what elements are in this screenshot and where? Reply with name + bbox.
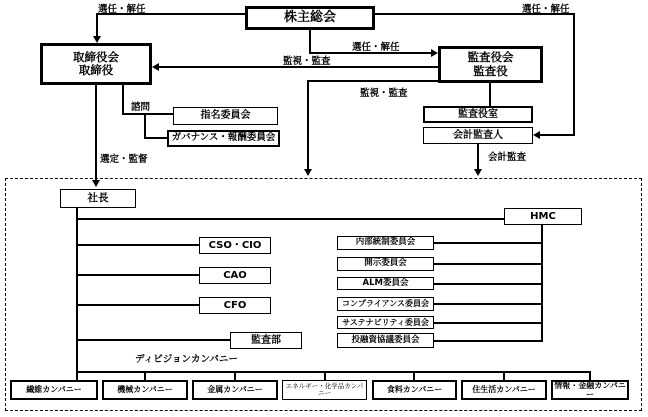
connector: [77, 339, 230, 341]
officer-cso-cio-label: CSO・CIO: [208, 239, 262, 251]
officer-cfo-label: CFO: [223, 299, 247, 311]
connector: [434, 340, 542, 342]
connector: [122, 113, 173, 115]
connector: [477, 144, 479, 170]
connector: [503, 371, 505, 380]
node-company-general-products-realty: [461, 380, 547, 400]
connector: [308, 80, 438, 82]
connector: [234, 371, 236, 380]
node-alm-committee: [337, 277, 434, 290]
node-hmc: [504, 208, 582, 225]
company-label: エネルギー・化学品カンパニー: [285, 381, 364, 397]
connector: [122, 85, 124, 115]
edge-label-appoint-dismiss: 選任・解任: [352, 42, 400, 53]
node-sustainability-committee: [337, 316, 434, 329]
governance-compensation-label: ガバナンス・報酬委員会: [171, 132, 276, 144]
node-president: [60, 189, 136, 208]
connector: [540, 134, 575, 136]
company-label: 情報・金融カンパニー: [554, 380, 626, 399]
node-investment-consultative-committee: [337, 333, 434, 348]
audit-board-label-line1: 監査役会: [467, 50, 514, 65]
node-nomination-committee: [173, 107, 278, 125]
connector: [573, 13, 575, 135]
nomination-committee-label: 指名委員会: [200, 110, 251, 122]
node-board-of-directors: [40, 43, 152, 85]
connector: [77, 304, 199, 306]
node-company-metals: [192, 380, 278, 400]
connector: [434, 283, 542, 285]
officer-cao-label: CAO: [223, 269, 247, 281]
edge-label-appoint-dismiss: 選任・解任: [98, 4, 146, 15]
connector: [76, 208, 78, 380]
edge-label-select-supervise: 選定・監督: [100, 154, 148, 165]
edge-label-monitor-audit: 監視・監査: [360, 88, 408, 99]
committee-label: 開示委員会: [364, 258, 407, 269]
connector: [144, 113, 146, 139]
arrowhead-down-icon: [304, 169, 312, 176]
connector: [95, 85, 97, 181]
node-disclosure-committee: [337, 257, 434, 271]
company-label: 食料カンパニー: [386, 385, 443, 395]
audit-board-label-line2: 監査役: [473, 63, 508, 78]
arrowhead-left-icon: [152, 63, 159, 71]
committee-label: コンプライアンス委員会: [342, 299, 429, 309]
board-of-directors-label-line1: 取締役会: [73, 49, 119, 64]
connector: [77, 218, 504, 220]
connector: [589, 371, 591, 380]
president-label: 社長: [87, 192, 109, 205]
connector: [489, 83, 491, 106]
edge-label-accounting-audit: 会計監査: [488, 152, 527, 163]
committee-label: ALM委員会: [362, 277, 409, 288]
node-company-food: [372, 380, 457, 400]
company-label: 住生活カンパニー: [472, 385, 536, 395]
arrowhead-down-icon: [93, 36, 101, 43]
connector: [434, 322, 542, 324]
connector: [413, 371, 415, 380]
connector: [77, 371, 590, 373]
connector: [324, 371, 326, 380]
node-officer-cao: [199, 267, 271, 284]
company-label: 機械カンパニー: [117, 385, 173, 395]
arrowhead-left-icon: [533, 131, 540, 139]
arrowhead-right-icon: [431, 49, 438, 57]
board-of-directors-label-line2: 取締役: [78, 63, 114, 77]
edge-label-appoint-dismiss: 選任・解任: [522, 4, 570, 15]
committee-label: 内部統制委員会: [355, 237, 416, 248]
arrowhead-down-icon: [474, 169, 482, 176]
edge-label-monitor-audit: 監視・監査: [283, 56, 331, 67]
arrowhead-down-icon: [92, 180, 100, 187]
node-company-machinery: [102, 380, 188, 400]
connector: [307, 80, 309, 170]
node-internal-control-committee: [337, 236, 434, 250]
committee-label: 投融資協議委員会: [351, 334, 420, 345]
connector: [309, 30, 311, 54]
edge-label-advisory: 諮問: [131, 102, 151, 113]
connector: [434, 242, 542, 244]
division-company-label: ディビジョンカンパニー: [135, 354, 238, 365]
node-company-ict-financial: [551, 380, 629, 400]
node-audit-office: [423, 106, 533, 123]
committee-label: サステナビリティ委員会: [342, 317, 429, 327]
shareholders-meeting-label: 株主総会: [283, 9, 336, 25]
node-company-textile: [10, 380, 98, 400]
hmc-label: HMC: [530, 210, 556, 222]
connector: [434, 303, 542, 305]
node-audit-supervisory-board: [438, 46, 543, 83]
node-compliance-committee: [337, 297, 434, 311]
company-label: 金属カンパニー: [207, 385, 263, 395]
node-accounting-auditor: [423, 127, 533, 144]
connector: [77, 274, 199, 276]
accounting-auditor-label: 会計監査人: [453, 129, 503, 141]
node-shareholders-meeting: [245, 6, 375, 30]
node-company-energy-chemicals: [282, 380, 367, 400]
connector: [96, 13, 98, 38]
connector: [144, 137, 167, 139]
connector: [434, 263, 542, 265]
connector: [144, 371, 146, 380]
company-label: 繊維カンパニー: [26, 385, 82, 395]
connector: [77, 244, 199, 246]
node-governance-compensation-committee: [167, 130, 280, 147]
node-officer-cfo: [199, 297, 271, 314]
audit-department-label: 監査部: [251, 334, 281, 346]
audit-office-label: 監査役室: [458, 108, 498, 120]
node-officer-cso-cio: [199, 237, 271, 254]
node-audit-department: [230, 332, 302, 349]
